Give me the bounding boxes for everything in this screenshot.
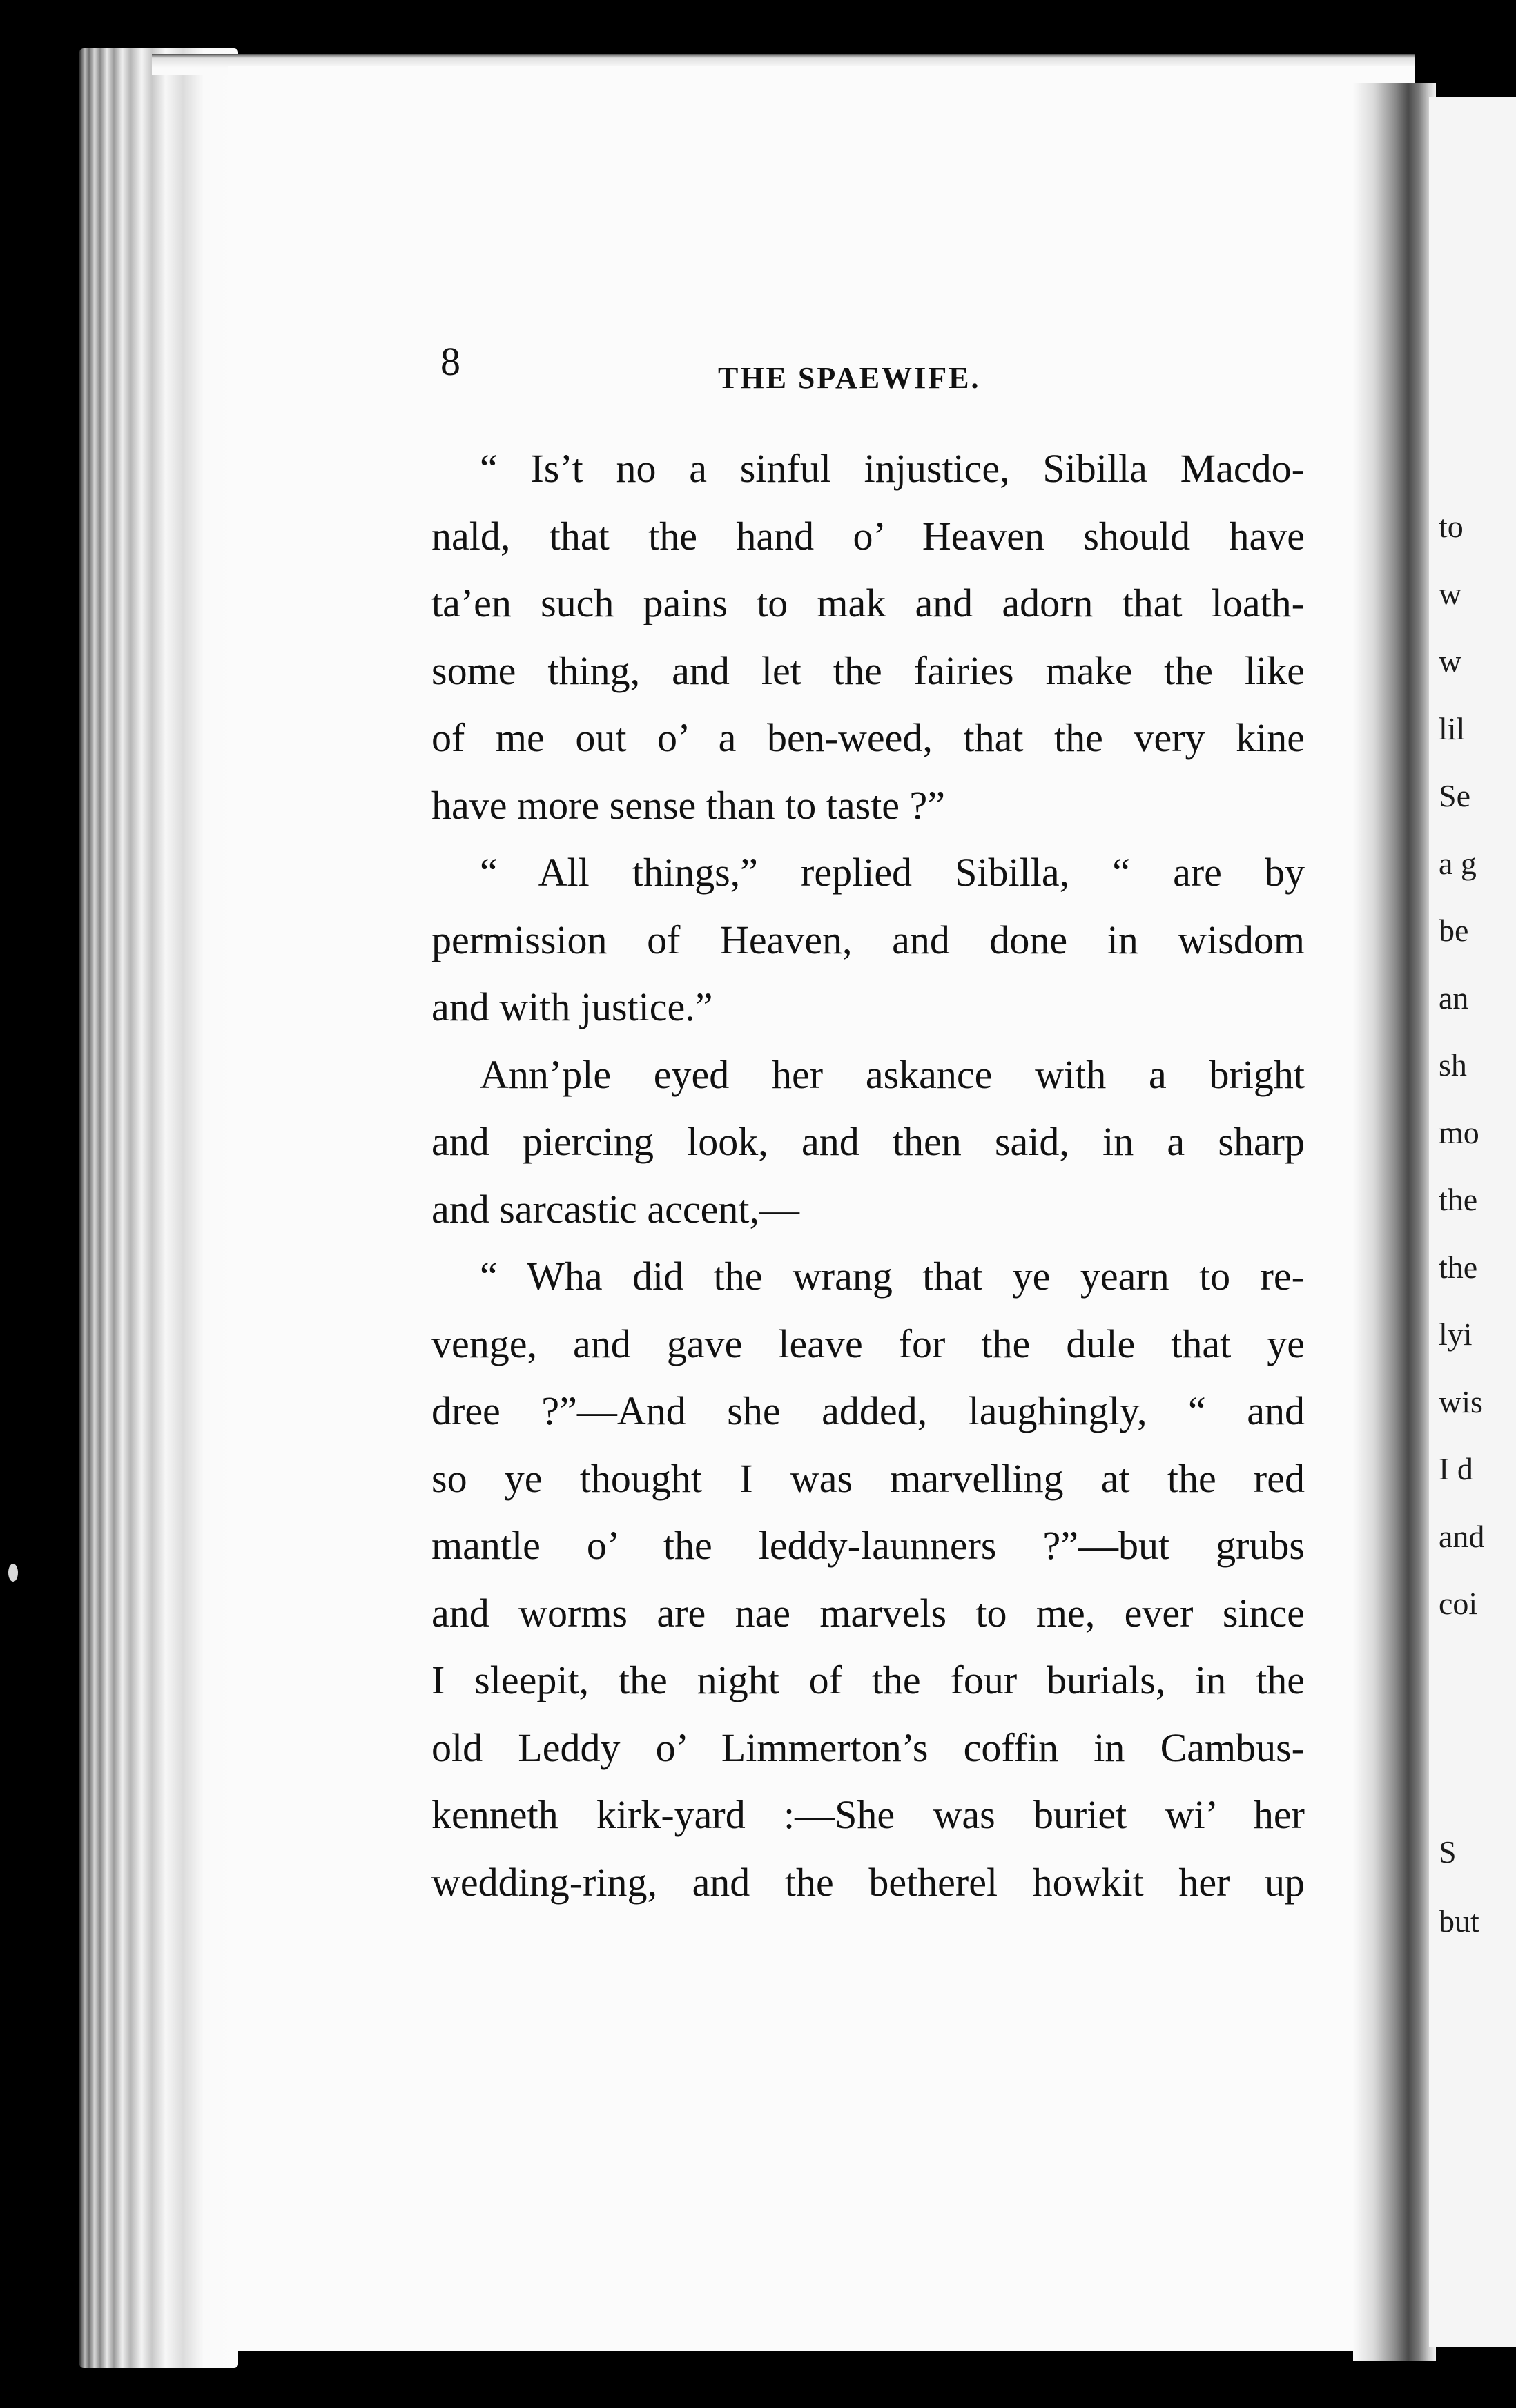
facing-fragment: to <box>1439 509 1464 544</box>
facing-fragment: w <box>1439 576 1462 611</box>
scan-dust-speck <box>8 1564 18 1582</box>
facing-fragment: mo <box>1439 1115 1479 1150</box>
text-line: some thing, and let the fairies make the like <box>431 648 1305 693</box>
text-line: I sleepit, the night of the four burials, in the <box>431 1658 1305 1702</box>
text-line: dree ?”—And she added, laughingly, “ and <box>431 1388 1305 1433</box>
body-text <box>431 435 1305 1916</box>
text-line: have more sense than to taste ?” <box>431 782 946 828</box>
facing-fragment: but <box>1439 1903 1479 1939</box>
facing-page <box>1429 97 1516 2347</box>
facing-fragment: the <box>1439 1182 1478 1217</box>
text-line: and sarcastic accent,— <box>431 1186 799 1232</box>
text-line: so ye thought I was marvelling at the red <box>431 1455 1305 1501</box>
facing-fragment: lyi <box>1439 1317 1473 1352</box>
facing-fragment: sh <box>1439 1047 1467 1082</box>
text-line: and with justice.” <box>431 984 713 1029</box>
running-title: THE SPAEWIFE. <box>718 361 981 395</box>
facing-fragment: w <box>1439 643 1462 679</box>
facing-fragment: lil <box>1439 711 1466 746</box>
text-line: old Leddy o’ Limmerton’s coffin in Cambus- <box>431 1725 1305 1770</box>
facing-fragment: I d <box>1439 1451 1473 1486</box>
page-number: 8 <box>440 339 460 384</box>
facing-fragment: and <box>1439 1519 1485 1554</box>
facing-fragment: S <box>1439 1834 1457 1870</box>
facing-fragment: Se <box>1439 778 1470 813</box>
book-gutter <box>1353 83 1436 2361</box>
text-line: and piercing look, and then said, in a sharp <box>431 1119 1305 1164</box>
text-line: wedding-ring, and the betherel howkit her up <box>431 1859 1305 1905</box>
text-line: permission of Heaven, and done in wisdom <box>431 917 1305 962</box>
text-line: and worms are nae marvels to me, ever since <box>431 1590 1305 1635</box>
text-line: ta’en such pains to mak and adorn that loath- <box>431 581 1305 625</box>
text-line: of me out o’ a ben-weed, that the very kine <box>431 715 1305 760</box>
facing-fragment: be <box>1439 913 1469 948</box>
text-line: kenneth kirk-yard :—She was buriet wi’ her <box>431 1792 1305 1837</box>
facing-fragment: the <box>1439 1250 1478 1285</box>
text-line: “ All things,” replied Sibilla, “ are by <box>480 850 1305 895</box>
text-line: nald, that the hand o’ Heaven should have <box>431 513 1305 559</box>
facing-fragment: coi <box>1439 1586 1478 1621</box>
text-line: “ Is’t no a sinful injustice, Sibilla Macdo- <box>480 446 1305 491</box>
text-line: “ Wha did the wrang that ye yearn to re- <box>480 1254 1305 1299</box>
page-edges <box>79 48 238 2368</box>
text-line: mantle o’ the leddy-launners ?”—but grubs <box>431 1523 1305 1568</box>
text-line: Ann’ple eyed her askance with a bright <box>480 1051 1305 1097</box>
facing-fragment: an <box>1439 980 1469 1016</box>
text-line: venge, and gave leave for the dule that ye <box>431 1321 1305 1366</box>
facing-fragment: wis <box>1439 1384 1483 1419</box>
facing-fragment: a g <box>1439 846 1477 881</box>
